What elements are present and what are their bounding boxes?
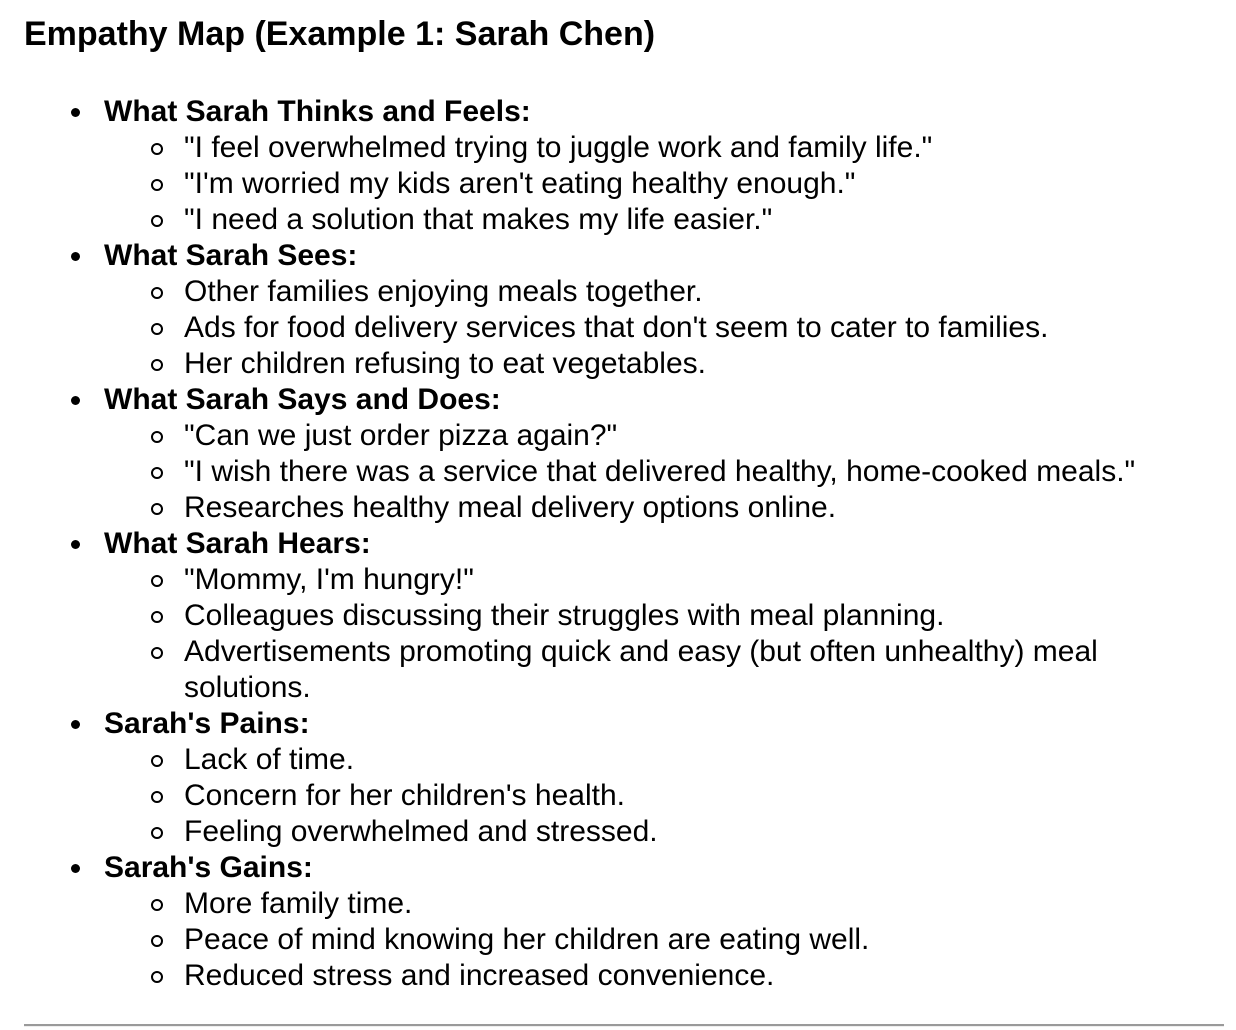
section-hears [104, 526, 1224, 706]
list-item: Concern for her children's health. [184, 778, 1224, 814]
item-list [104, 418, 1224, 526]
section-sees [104, 238, 1224, 382]
section-list [24, 94, 1224, 994]
section-says-does [104, 382, 1224, 526]
list-item: Reduced stress and increased convenience. [184, 958, 1224, 994]
section-heading: What Sarah Hears: [104, 527, 371, 560]
list-item: "I'm worried my kids aren't eating healthy enough." [184, 166, 1224, 202]
list-item: "I need a solution that makes my life easier." [184, 202, 1224, 238]
section-heading: What Sarah Sees: [104, 239, 358, 272]
item-list [104, 742, 1224, 850]
list-item: Peace of mind knowing her children are eating well. [184, 922, 1224, 958]
section-pains [104, 706, 1224, 850]
section-thinks-feels [104, 94, 1224, 238]
list-item: "Mommy, I'm hungry!" [184, 562, 1224, 598]
list-item: Lack of time. [184, 742, 1224, 778]
page-title: Empathy Map (Example 1: Sarah Chen) [24, 15, 656, 53]
list-item: "Can we just order pizza again?" [184, 418, 1224, 454]
section-heading: Sarah's Gains: [104, 851, 313, 884]
item-list [104, 130, 1224, 238]
list-item: Feeling overwhelmed and stressed. [184, 814, 1224, 850]
item-list [104, 886, 1224, 994]
list-item: "I wish there was a service that delivered healthy, home-cooked meals." [184, 454, 1224, 490]
section-gains [104, 850, 1224, 994]
list-item: "I feel overwhelmed trying to juggle work and family life." [184, 130, 1224, 166]
section-heading: Sarah's Pains: [104, 707, 310, 740]
list-item: Her children refusing to eat vegetables. [184, 346, 1224, 382]
list-item: Ads for food delivery services that don't seem to cater to families. [184, 310, 1224, 346]
list-item: Researches healthy meal delivery options online. [184, 490, 1224, 526]
section-heading: What Sarah Says and Does: [104, 383, 501, 416]
item-list [104, 562, 1224, 706]
list-item: Colleagues discussing their struggles with meal planning. [184, 598, 1224, 634]
section-heading: What Sarah Thinks and Feels: [104, 95, 531, 128]
list-item: More family time. [184, 886, 1224, 922]
list-item: Advertisements promoting quick and easy (but often unhealthy) meal solutions. [184, 634, 1224, 706]
horizontal-divider [24, 1024, 1224, 1027]
document [24, 12, 1224, 994]
item-list [104, 274, 1224, 382]
list-item: Other families enjoying meals together. [184, 274, 1224, 310]
